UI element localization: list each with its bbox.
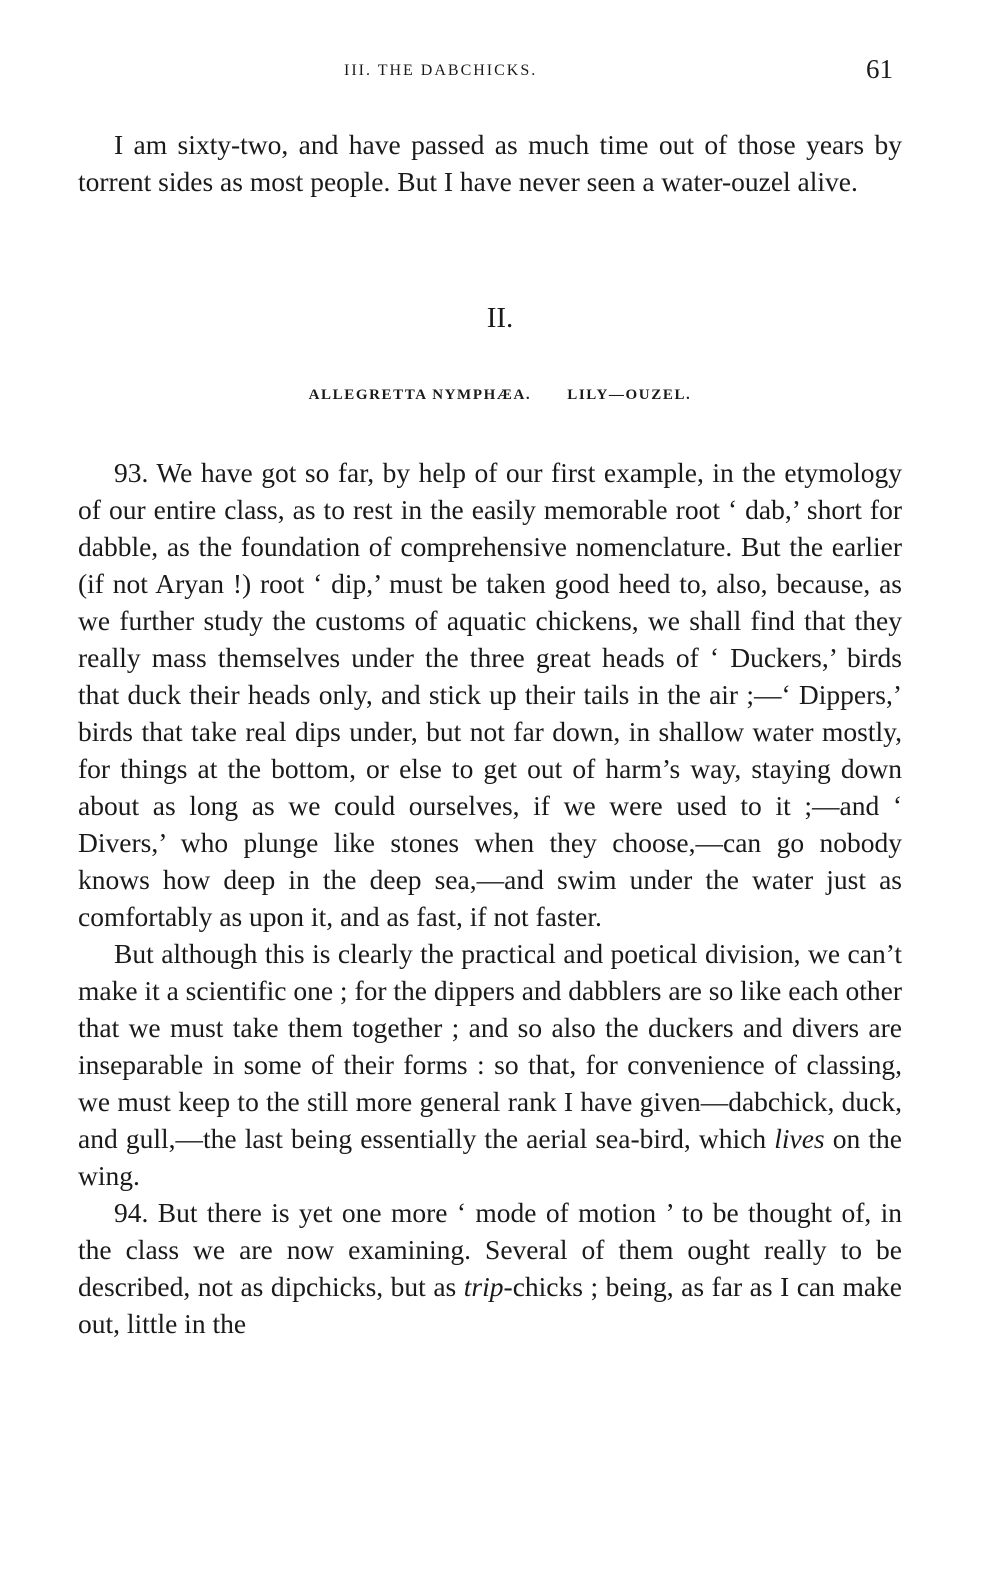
paragraph-93: 93. We have got so far, by help of our first example, in the etymology of our entire class, as to rest in the easily memorable root ‘ dab,’ short for dabble, as the foundation of comprehensive nomenclature. But the earlier (if not Aryan !) root ‘ dip,’ must be taken good heed to, also, because, as we further study the customs of aquatic chickens, we shall find that they really mass themselves under the three great heads of ‘ Duckers,’ birds that duck their heads only, and stick up their tails in the air ;—‘ Dippers,’ birds that take real dips under, but not far down, in shallow water mostly, for things at the bottom, or else to get out of harm’s way, staying down about as long as we could ourselves, if we were used to it ;—and ‘ Divers,’ who plunge like stones when they choose,—can go nobody knows how deep in the deep sea,—and swim under the water just as comfortably as upon it, and as fast, if not faster. [78,457,902,932]
intro-paragraph: I am sixty-two, and have passed as much time out of those years by torrent sides as most people. But I have never seen a water-ouzel alive. [78,129,902,197]
paragraph-94-end: -chicks ; being, as far as I can make out, little in the [78,1271,903,1339]
section-numeral: II. [486,302,514,334]
main-text-block [78,454,902,1342]
running-title: III. THE DABCHICKS. [344,62,538,79]
paragraph-division [78,935,902,1194]
intro-text-block [78,126,902,200]
paragraph-94-start: 94. But there is yet one more ‘ mode of motion ’ to be thought of, in the class we are now examining. Several of them ought really to be described, not as dipchicks, but as [78,1197,902,1302]
paragraph-94 [78,1194,902,1342]
page-number: 61 [866,54,893,84]
paragraph-division-start: But although this is clearly the practical and poetical division, we can’t make it a scientific one ; for the dippers and dabblers are so like each other that we must take them together ; and so also the duckers and divers are inseparable in some of their forms : so that, for convenience of classing, we must keep to the still more general rank I have given—dabchick, duck, and gull,—the last being essentially the aerial sea-bird, which [78,938,902,1154]
running-head [0,54,1000,86]
section-subtitle [0,387,1000,404]
section-common-name: LILY—OUZEL. [567,387,692,403]
paragraph-division-end: on the wing. [78,1123,902,1191]
paragraph-94-italic: trip [463,1271,504,1302]
section-latin-name: ALLEGRETTA NYMPHÆA. [308,387,532,403]
paragraph-division-italic: lives [774,1123,825,1154]
